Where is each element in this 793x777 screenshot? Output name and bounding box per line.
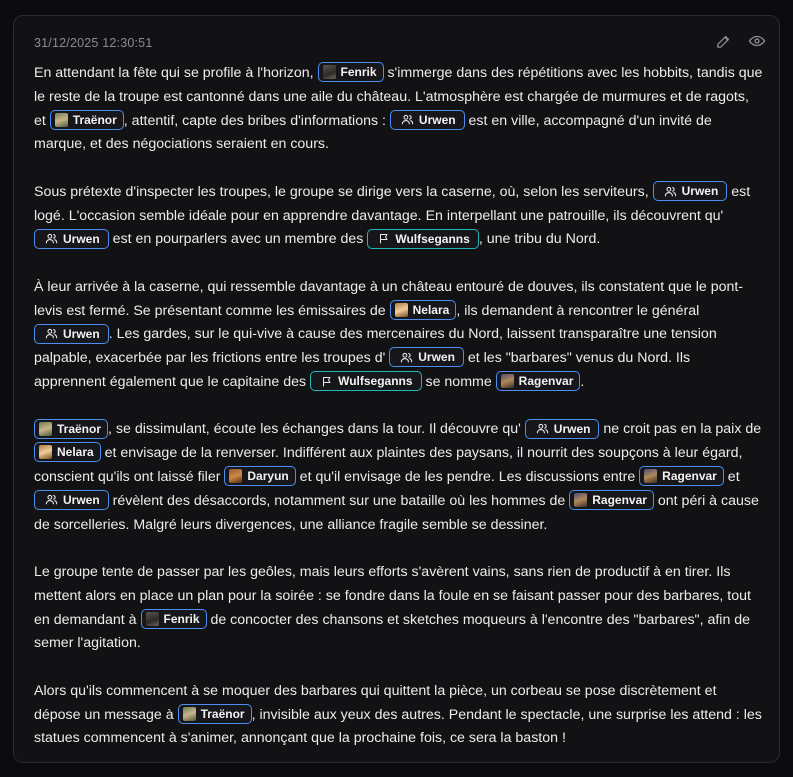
ragenvar-portrait	[501, 374, 514, 388]
entity-chip-urwen[interactable]: Urwen	[389, 347, 464, 367]
users-icon	[45, 493, 58, 506]
fenrik-portrait	[323, 65, 336, 79]
entity-chip-nelara[interactable]: Nelara	[34, 442, 101, 462]
flag-icon	[321, 375, 333, 388]
entity-chip-traenor[interactable]: Traënor	[50, 110, 124, 130]
entity-chip-urwen[interactable]: Urwen	[653, 181, 728, 201]
entity-chip-urwen[interactable]: Urwen	[34, 490, 109, 510]
nelara-portrait	[39, 445, 52, 459]
paragraph: Le groupe tente de passer par les geôles, mais leurs efforts s'avèrent vains, sans rien de productif à en tirer. Ils mettent alors en place un plan pour la soirée : se fondre dans la foule en se faisant passer pour des barbares, tout en demandant à Fenrik de concocter des chansons et sketches moqueurs à l'encontre des "barbares", afin de semer l'agitation.	[34, 563, 751, 652]
users-icon	[401, 113, 414, 126]
entity-chip-urwen[interactable]: Urwen	[525, 419, 600, 439]
entity-chip-ragenvar[interactable]: Ragenvar	[569, 490, 654, 510]
nelara-portrait	[395, 303, 408, 317]
entity-chip-urwen[interactable]: Urwen	[34, 324, 109, 344]
journal-entry-card	[13, 15, 780, 763]
pencil-icon[interactable]	[712, 30, 734, 52]
entity-chip-daryun[interactable]: Daryun	[224, 466, 295, 486]
flag-icon	[378, 232, 390, 245]
entity-chip-nelara[interactable]: Nelara	[390, 300, 457, 320]
paragraph: À leur arrivée à la caserne, qui ressemble davantage à un château entouré de douves, ils constatent que le pont-levis est fermé. Se présentant comme les émissaires de Nelara , ils demandent à rencontrer le général Urwen . Les gardes, sur le qui-vive à cause des mercenaires du Nord, laissent transparaître une tension palpable, exacerbée par les frictions entre les troupes d' Urwen et les "barbares" venus du Nord. Ils apprennent également que le capitaine des Wulfseganns se nomme Ragenvar .	[34, 278, 744, 390]
users-icon	[536, 422, 549, 435]
eye-icon[interactable]	[746, 30, 768, 52]
entity-chip-fenrik[interactable]: Fenrik	[141, 609, 207, 629]
entity-chip-fenrik[interactable]: Fenrik	[318, 62, 384, 82]
paragraph: En attendant la fête qui se profile à l'horizon, Fenrik s'immerge dans des répétitions avec les hobbits, tandis que le reste de la troupe est cantonné dans une aile du château. L'atmosphère est chargée de murmures et de ragots, et Traënor , attentif, capte des bribes d'informations : Urwen est en ville, accompagné d'un invité de marque, et des négociations seraient en cours.	[34, 62, 764, 157]
traenor-portrait	[55, 113, 68, 127]
entity-chip-urwen[interactable]: Urwen	[34, 229, 109, 249]
traenor-portrait	[39, 422, 52, 436]
entity-chip-traenor[interactable]: Traënor	[34, 419, 108, 439]
entity-chip-ragenvar[interactable]: Ragenvar	[639, 466, 724, 486]
paragraph: Sous prétexte d'inspecter les troupes, le groupe se dirige vers la caserne, où, selon les serviteurs, Urwen est logé. L'occasion semble idéale pour en apprendre davantage. En interpellant une patrouille, ils découvrent qu' Urwen est en pourparlers avec un membre des Wulfseganns , une tribu du Nord.	[34, 181, 764, 252]
users-icon	[45, 327, 58, 340]
daryun-portrait	[229, 469, 242, 483]
entity-chip-ragenvar[interactable]: Ragenvar	[496, 371, 581, 391]
entity-chip-wulfseganns[interactable]: Wulfseganns	[367, 229, 478, 249]
entry-timestamp: 31/12/2025 12:30:51	[34, 36, 153, 50]
users-icon	[400, 351, 413, 364]
users-icon	[45, 232, 58, 245]
paragraph: Traënor , se dissimulant, écoute les échanges dans la tour. Il découvre qu' Urwen ne croit pas en la paix de Nelara et envisage de la renverser. Indifférent aux plaintes des paysans, il nourrit des soupçons à leur égard, conscient qu'ils ont laissé filer Daryun et qu'il envisage de les pendre. Les discussions entre Ragenvar et Urwen révèlent des désaccords, notamment sur une bataille où les hommes de Ragenvar ont péri à cause de sorcelleries. Malgré leurs divergences, une alliance fragile semble se dessiner.	[34, 418, 764, 537]
fenrik-portrait	[146, 612, 159, 626]
ragenvar-portrait	[644, 469, 657, 483]
users-icon	[664, 185, 677, 198]
traenor-portrait	[183, 707, 196, 721]
entry-body	[34, 62, 764, 775]
ragenvar-portrait	[574, 493, 587, 507]
entity-chip-urwen[interactable]: Urwen	[390, 110, 465, 130]
entity-chip-wulfseganns[interactable]: Wulfseganns	[310, 371, 421, 391]
entity-chip-traenor[interactable]: Traënor	[178, 704, 252, 724]
paragraph: Alors qu'ils commencent à se moquer des barbares qui quittent la pièce, un corbeau se pose discrètement et dépose un message à Traënor , invisible aux yeux des autres. Pendant le spectacle, une surprise les attend : les statues commencent à s'animer, annonçant que la prochaine fois, ce sera la baston !	[34, 682, 762, 747]
